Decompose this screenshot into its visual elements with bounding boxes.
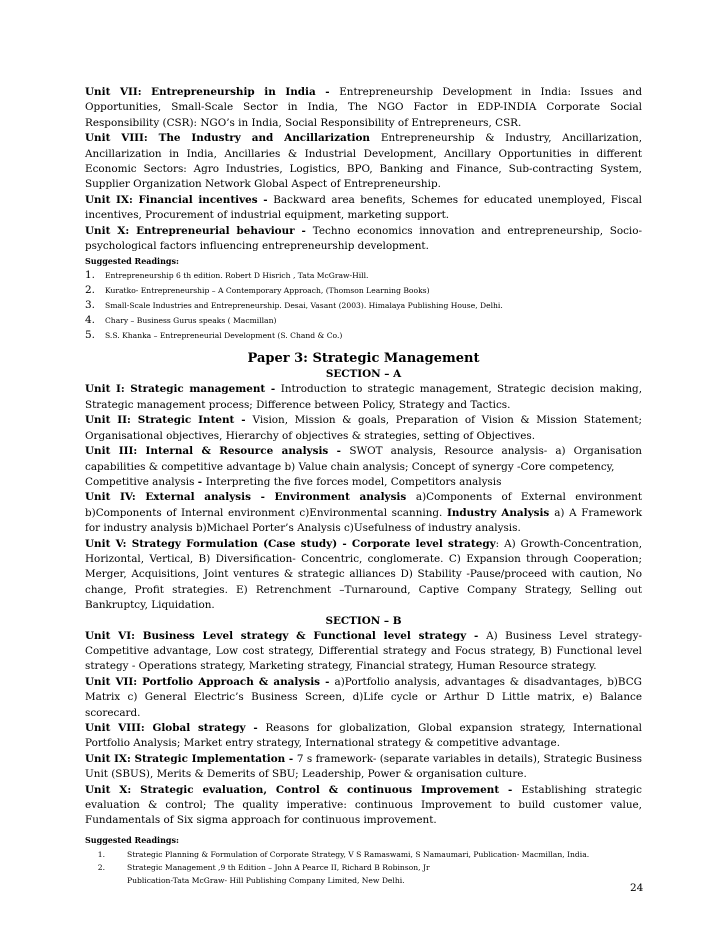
list-item (85, 298, 642, 313)
unit-iv (85, 490, 642, 536)
unit-text: Entrepreneurship & Industry, Ancillarization, Ancillarization in India, Ancillaries & Industrial Development, Ancillary Opportunities in different Economic Sectors: Agro Industries, Logistics, BPO, Banking and Finance, Sub-contracting System, Supplier Organization Network Global Aspect of Entrepreneurship. (85, 132, 642, 191)
unit-x-behaviour (85, 224, 642, 255)
reading-continuation: Publication-Tata McGraw- Hill Publishing Company Limited, New Delhi. (127, 875, 405, 885)
unit-heading: Unit III: Internal & Resource analysis - (85, 445, 350, 458)
item-number: 2. (85, 284, 96, 297)
unit-vii-entrepreneurship (85, 85, 642, 131)
suggested-readings-heading: Suggested Readings: (85, 834, 179, 845)
unit-text: Competitive analysis (85, 475, 198, 488)
section-a-heading: SECTION – A (325, 368, 402, 381)
unit-heading: Industry Analysis (446, 506, 555, 519)
unit-ii (85, 413, 642, 444)
list-item (85, 861, 642, 874)
unit-text: 7 s framework- (separate variables in details), Strategic Business Unit (SBUS), Merits & Demerits of SBU; Leadership, Power & organisation culture. (85, 752, 642, 781)
list-item (85, 268, 642, 283)
document-page (85, 85, 642, 887)
suggested-readings-heading: Suggested Readings: (85, 256, 179, 267)
unit-vi (85, 629, 642, 675)
paper-title: Paper 3: Strategic Management (247, 351, 480, 367)
unit-heading: Unit VII: Entrepreneurship in India - (85, 86, 340, 98)
unit-heading: Unit IX: Strategic Implementation - (85, 752, 297, 765)
unit-text: a)Portfolio analysis, advantages & disadvantages, b)BCG Matrix c) General Electric’s Business Screen, d)Life cycle or Arthur D Little matrix, e) Balance scorecard. (85, 675, 642, 719)
unit-i (85, 382, 642, 413)
item-text: Kuratko- Entrepreneurship – A Contemporary Approach, (Thomson Learning Books) (105, 286, 430, 296)
unit-text: Introduction to strategic management, Strategic decision making, Strategic management process; Difference between Policy, Strategy and Tactics. (85, 383, 642, 411)
unit-text: : A) Growth-Concentration, Horizontal, Vertical, B) Diversification- Concentric, conglomerate. C) Expansion through Cooperation; Merger, Acquisitions, Joint ventures & strategic alliances D) Stability -Pause/proceed with caution, No change, Profit strategies. E) Retrenchment –Turnaround, Captive Company Strategy, Selling out Bankruptcy, Liquidation. (85, 537, 642, 612)
page-number: 24 (630, 882, 644, 894)
item-text: Small-Scale Industries and Entrepreneurship. Desai, Vasant (2003). Himalaya Publishing House, Delhi. (105, 301, 503, 311)
unit-x (85, 783, 642, 829)
unit-heading: Unit VIII: Global strategy - (85, 722, 266, 734)
item-text: Chary – Business Gurus speaks ( Macmillan) (105, 316, 277, 326)
item-number: 5. (85, 329, 96, 342)
unit-text: A) Business Level strategy- Competitive advantage, Low cost strategy, Differential strategy and Focus strategy, B) Functional level strategy - Operations strategy, Marketing strategy, Financial strategy, Human Resource strategy. (85, 629, 642, 673)
unit-heading: Unit X: Entrepreneurial behaviour - (85, 224, 313, 237)
unit-text: Interpreting the five forces model, Competitors analysis (205, 475, 502, 488)
unit-text: a)Components of External environment b)Components of Internal environment c)Environmental scanning. (85, 491, 643, 519)
unit-heading: Unit X: Strategic evaluation, Control & continuous Improvement - (85, 783, 522, 796)
unit-heading: Unit IV: External analysis - Environment analysis (85, 491, 416, 504)
unit-text: a) A Framework for industry analysis b)Michael Porter’s Analysis c)Usefulness of industry analysis. (85, 506, 642, 535)
unit-vii (85, 675, 642, 721)
readings-list-b (85, 848, 642, 874)
unit-heading: Unit II: Strategic Intent - (85, 414, 253, 427)
unit-heading: Unit VIII: The Industry and Ancillarization (85, 132, 381, 145)
item-number: 2. (97, 862, 105, 872)
unit-v (85, 537, 642, 614)
item-number: 1. (97, 849, 105, 859)
unit-viii (85, 721, 642, 752)
unit-heading: Unit VI: Business Level strategy & Functional level strategy - (85, 629, 487, 642)
list-item (85, 313, 642, 328)
list-item (85, 848, 642, 861)
unit-text: Establishing strategic evaluation & control; The quality imperative: continuous Improvement to build customer value, Fundamentals of Six sigma approach for continuous improvement. (85, 783, 642, 827)
unit-heading: Unit IX: Financial incentives - (85, 193, 274, 206)
section-b-heading: SECTION – B (325, 614, 402, 627)
unit-text: SWOT analysis, Resource analysis- a) Organisation capabilities & competitive advantage b) Value chain analysis; Concept of synergy -Core competency, (85, 445, 643, 473)
readings-list-a (85, 268, 642, 343)
unit-text: Techno economics innovation and entrepreneurship, Socio-psychological factors influencing entrepreneurship development. (85, 224, 642, 253)
unit-ix (85, 752, 642, 783)
list-item (85, 283, 642, 298)
item-number: 3. (85, 299, 96, 312)
item-number: 4. (85, 314, 96, 327)
unit-iii (85, 444, 642, 490)
unit-text: Vision, Mission & goals, Preparation of Vision & Mission Statement; Organisational objectives, Hierarchy of objectives & strategies, setting of Objectives. (85, 414, 642, 442)
unit-heading: Unit VII: Portfolio Approach & analysis - (85, 675, 335, 688)
item-text: S.S. Khanka – Entrepreneurial Development (S. Chand & Co.) (105, 331, 343, 341)
list-item (85, 328, 642, 343)
item-text: Strategic Management ,9 th Edition – John A Pearce II, Richard B Robinson, Jr (127, 862, 430, 872)
unit-heading: Unit V: Strategy Formulation (Case study) - Corporate level strategy (85, 537, 496, 550)
unit-text: Backward area benefits, Schemes for educated unemployed, Fiscal incentives, Procurement of industrial equipment, marketing support. (85, 193, 642, 222)
item-text: Entrepreneurship 6 th edition. Robert D Hisrich , Tata McGraw-Hill. (105, 271, 369, 281)
unit-text: Reasons for globalization, Global expansion strategy, International Portfolio Analysis; Market entry strategy, International strategy & competitive advantage. (85, 722, 642, 750)
unit-text: Entrepreneurship Development in India: Issues and Opportunities, Small-Scale Sector in India, The NGO Factor in EDP-INDIA Corporate Social Responsibility (CSR): NGO’s in India, Social Responsibility of Entrepreneurs, CSR. (85, 86, 642, 129)
unit-heading: Unit I: Strategic management - (85, 383, 281, 396)
unit-heading: - (197, 475, 206, 488)
item-text: Strategic Planning & Formulation of Corporate Strategy, V S Ramaswami, S Namaumari, Publication- Macmillan, India. (127, 849, 590, 859)
unit-ix-financial (85, 193, 642, 224)
item-number: 1. (85, 269, 96, 282)
unit-viii-ancillarization (85, 131, 642, 193)
